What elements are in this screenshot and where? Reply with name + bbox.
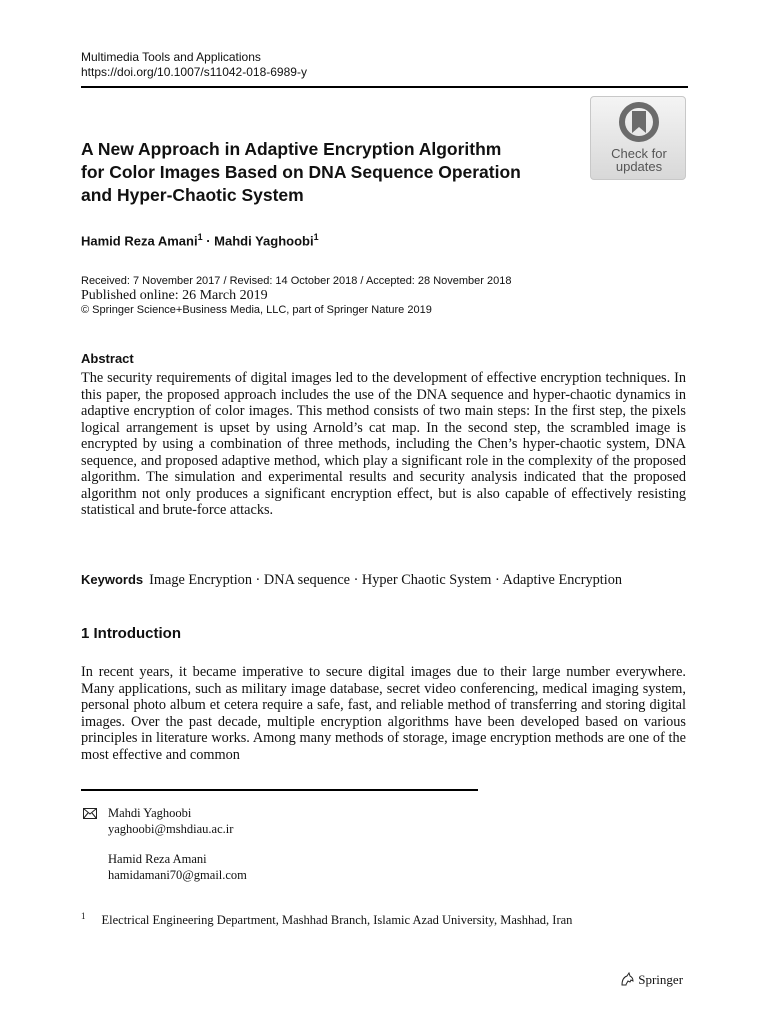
header-rule (81, 86, 688, 88)
springer-horse-icon (620, 972, 635, 986)
author-name: Mahdi Yaghoobi (214, 233, 314, 249)
publisher-logo (620, 972, 683, 988)
affiliation-number: 1 (81, 911, 86, 921)
check-for-updates-button[interactable] (590, 96, 686, 180)
introduction-body: In recent years, it became imperative to secure digital images due to their large number everywhere. Many applications, such as military image database, secret video conferencing, medical imaging system, personal photo album et cetera require a safe, fast, and reliable method of transferring and storing digital images. Over the past decade, multiple encryption algorithms have been developed based on various principles in literature works. Among many methods of storage, image encryption methods are one of the most effective and common (81, 664, 686, 763)
journal-name: Multimedia Tools and Applications (81, 50, 261, 64)
author-affiliation-mark: 1 (313, 232, 319, 242)
footnote-rule (81, 789, 478, 791)
keywords-list: Image Encryption · DNA sequence · Hyper Chaotic System · Adaptive Encryption (149, 572, 623, 588)
author-affiliation-mark: 1 (197, 232, 203, 242)
contact-name: Mahdi Yaghoobi (108, 806, 192, 820)
published-date: Published online: 26 March 2019 (81, 288, 268, 303)
affiliation-text: Electrical Engineering Department, Mashhad Branch, Islamic Azad University, Mashhad, Iran (101, 913, 573, 928)
keywords-line (81, 572, 622, 589)
envelope-icon (83, 808, 97, 819)
corresponding-contacts (81, 806, 247, 883)
section-heading-introduction: 1 Introduction (81, 625, 181, 642)
doi-link[interactable]: https://doi.org/10.1007/s11042-018-6989-y (81, 65, 307, 79)
title-line-2: for Color Images Based on DNA Sequence Operation (81, 162, 521, 182)
author-name: Hamid Reza Amani (81, 233, 198, 249)
check-for-updates-label: Check for updates (611, 146, 667, 174)
submission-dates: Received: 7 November 2017 / Revised: 14 October 2018 / Accepted: 28 November 2018 (81, 275, 512, 287)
paper-title (81, 138, 581, 207)
abstract-body: The security requirements of digital images led to the development of effective encryption techniques. In this paper, the proposed approach includes the use of the DNA sequence and hyper-chaotic dynamics in adaptive encryption of color images. This method consists of two main steps: In the first step, the pixels logical arrangement is upset by using Arnold’s cat map. In the second step, the scrambled image is encrypted by using a combination of three methods, including the Chen’s hyper-chaotic system, DNA sequence, and proposed adaptive method, which play a significant role in the complexity of the proposed algorithm. The simulation and experimental results and security analysis indicated that the proposed algorithm not only produces a significant encryption effect, but is also capable of effectively resisting statistical and brute-force attacks. (81, 370, 686, 518)
publisher-name: Springer (638, 972, 684, 987)
contact-email[interactable]: hamidamani70@gmail.com (108, 867, 247, 882)
title-line-1: A New Approach in Adaptive Encryption Algorithm (81, 139, 502, 159)
copyright-notice: © Springer Science+Business Media, LLC, part of Springer Nature 2019 (81, 304, 432, 316)
journal-header (81, 50, 307, 80)
author-list (81, 232, 319, 248)
author-separator: · (206, 233, 211, 249)
keywords-label: Keywords (81, 572, 144, 587)
contact-email[interactable]: yaghoobi@mshdiau.ac.ir (108, 821, 234, 836)
abstract-heading: Abstract (81, 351, 134, 366)
affiliation-footnote (81, 909, 572, 928)
title-line-3: and Hyper-Chaotic System (81, 185, 304, 205)
contact-name: Hamid Reza Amani (108, 852, 207, 866)
bookmark-ring-icon (618, 101, 660, 145)
